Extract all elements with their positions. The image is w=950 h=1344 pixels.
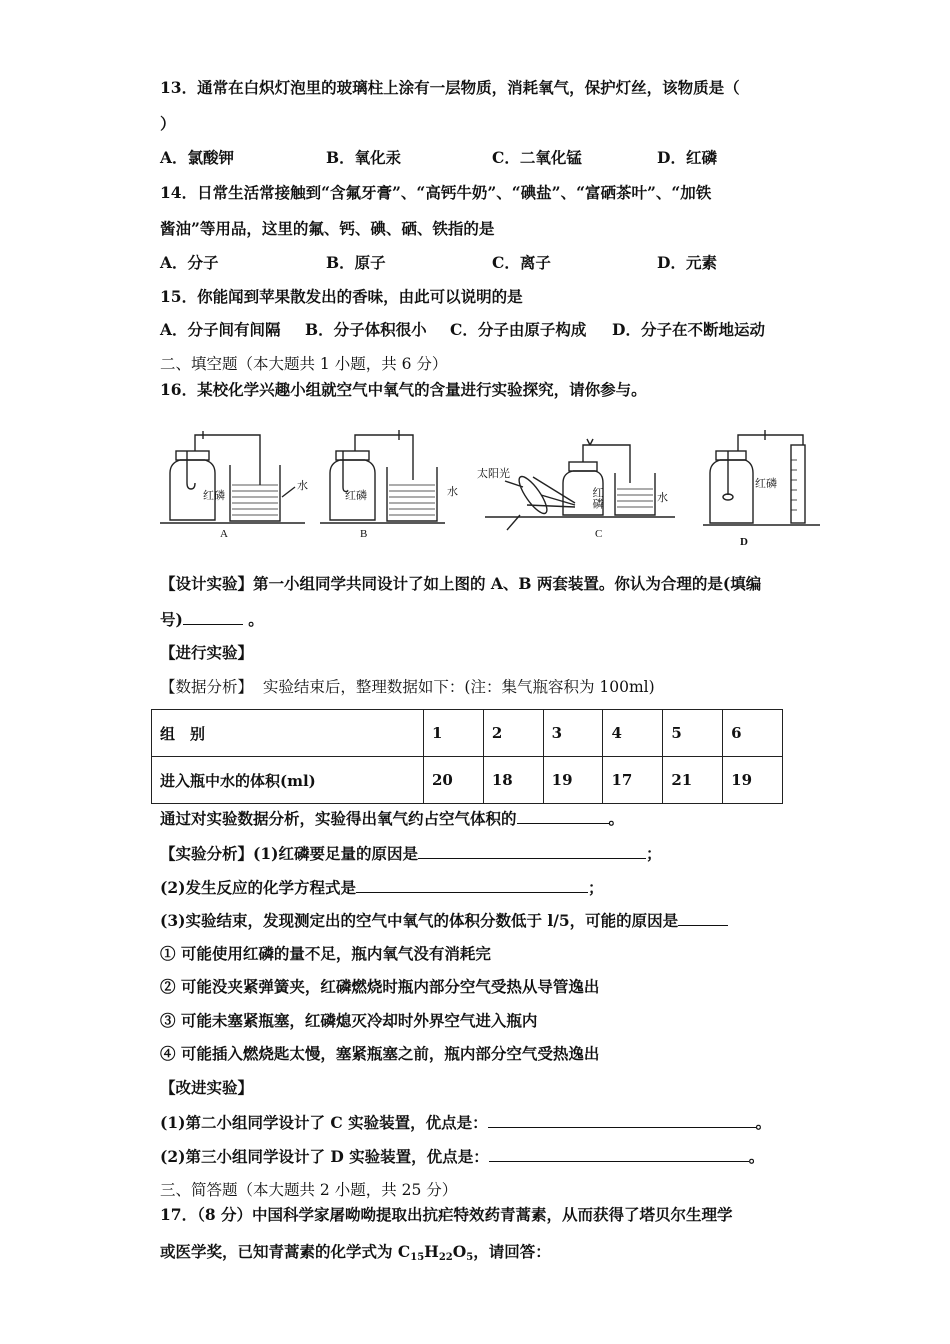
q14-option-d: D．元素: [657, 253, 717, 272]
q13-option-a: A．氯酸钾: [160, 148, 235, 167]
label-red-p-b: 红磷: [345, 490, 367, 502]
improve-1-text: (1)第二小组同学设计了 C 实验装置，优点是：: [160, 1113, 488, 1132]
exp-analysis-3-text: (3)实验结束，发现测定出的空气中氧气的体积分数低于 l/5，可能的原因是: [160, 911, 679, 930]
improve-2-text: (2)第三小组同学设计了 D 实验装置，优点是：: [160, 1147, 489, 1166]
analysis-text: 实验结束后，整理数据如下：: [262, 678, 465, 696]
table-header-label: 组 别: [152, 710, 424, 757]
q13-option-d: D．红磷: [657, 148, 717, 167]
improve-1-end: 。: [755, 1113, 772, 1132]
q14-option-b: B．原子: [326, 253, 386, 272]
conduct-heading: 【进行实验】: [160, 643, 254, 662]
conclusion-text: 通过对实验数据分析，实验得出氧气约占空气体积的: [160, 809, 517, 828]
q13-stem-line1: 13．通常在白炽灯泡里的玻璃柱上涂有一层物质，消耗氧气，保护灯丝，该物质是（: [160, 78, 740, 97]
design-line2: [160, 609, 264, 630]
label-red-p-c: 红磷: [591, 487, 603, 509]
conclusion-end: 。: [608, 809, 625, 828]
q17-o: O: [452, 1242, 467, 1261]
q14-stem-line2: 酱油”等用品，这里的氟、钙、碘、硒、铁指的是: [160, 219, 495, 238]
label-b: B: [360, 528, 368, 540]
table-group-6: 6: [723, 710, 783, 757]
exp-analysis-1-end: ；: [645, 844, 662, 863]
improve-heading: 【改进实验】: [160, 1078, 254, 1097]
q17-sub-h: 22: [438, 1252, 453, 1263]
improve-2: [160, 1146, 764, 1167]
q14-option-c: C．离子: [492, 253, 551, 272]
label-a: A: [220, 528, 228, 540]
reason-3: ③ 可能未塞紧瓶塞，红磷熄灭冷却时外界空气进入瓶内: [160, 1011, 538, 1030]
q15-stem: 15．你能闻到苹果散发出的香味，由此可以说明的是: [160, 287, 523, 306]
table-value-5: 21: [663, 757, 723, 804]
table-value-1: 20: [424, 757, 484, 804]
improve-1-blank[interactable]: [488, 1112, 756, 1128]
exp-analysis-2: [160, 877, 603, 898]
label-c: C: [595, 528, 603, 540]
label-water-b: 水: [447, 486, 458, 498]
exp-analysis-2-blank[interactable]: [356, 877, 588, 893]
section3-heading: 三、简答题（本大题共 2 小题，共 25 分）: [160, 1181, 458, 1199]
label-d: D: [740, 536, 748, 548]
q13-option-b: B．氧化汞: [326, 148, 402, 167]
reason-4: ④ 可能插入燃烧匙太慢，塞紧瓶塞之前，瓶内部分空气受热逸出: [160, 1044, 600, 1063]
analysis-note: (注：集气瓶容积为 100ml): [464, 678, 655, 696]
improve-1: [160, 1112, 771, 1133]
q15-option-d: D．分子在不断地运动: [612, 320, 765, 339]
table-row: [152, 757, 783, 804]
label-red-p-a: 红磷: [203, 490, 225, 502]
q13-stem-line2: ）: [160, 114, 176, 133]
exp-analysis-2-end: ；: [587, 878, 604, 897]
exp-analysis-2-text: (2)发生反应的化学方程式是: [160, 878, 356, 897]
q15-option-b: B．分子体积很小: [305, 320, 427, 339]
q17-sub-c: 15: [410, 1252, 425, 1263]
exp-analysis-3-blank[interactable]: [678, 910, 728, 926]
table-value-2: 18: [483, 757, 543, 804]
exp-analysis-1-blank[interactable]: [418, 843, 646, 859]
q17-sub-o: 5: [466, 1252, 474, 1263]
q17-line1: 17．（8 分）中国科学家屠呦呦提取出抗疟特效药青蒿素，从而获得了塔贝尔生理学: [160, 1205, 733, 1224]
conclusion-line: [160, 808, 624, 829]
q17-line2: [160, 1242, 551, 1268]
design-line2-prefix: 号): [160, 610, 183, 629]
table-value-3: 19: [543, 757, 603, 804]
table-group-5: 5: [663, 710, 723, 757]
q17-line2-end: ，请回答：: [473, 1242, 551, 1261]
q13-option-c: C．二氧化锰: [492, 148, 582, 167]
exp-analysis-1: [160, 843, 661, 864]
design-line1: 【设计实验】第一小组同学共同设计了如上图的 A、B 两套装置。你认为合理的是(填编: [160, 574, 762, 593]
q16-stem: 16．某校化学兴趣小组就空气中氧气的含量进行实验探究，请你参与。: [160, 380, 647, 399]
section2-heading: 二、填空题（本大题共 1 小题，共 6 分）: [160, 355, 448, 373]
analysis-line: [160, 677, 655, 697]
design-line2-suffix: 。: [248, 610, 264, 629]
q15-option-a: A．分子间有间隔: [160, 320, 281, 339]
exp-analysis-1-text: 【实验分析】(1)红磷要足量的原因是: [160, 844, 418, 863]
table-row-label: 进入瓶中水的体积(ml): [152, 757, 424, 804]
table-value-4: 17: [603, 757, 663, 804]
design-answer-blank[interactable]: [183, 609, 243, 625]
table-header-row: [152, 710, 783, 757]
improve-2-end: 。: [748, 1147, 765, 1166]
table-value-6: 19: [723, 757, 783, 804]
q17-h: H: [424, 1242, 439, 1261]
setup-c: [485, 439, 675, 530]
data-table: [151, 709, 783, 804]
label-water-c: 水: [657, 492, 668, 504]
table-group-4: 4: [603, 710, 663, 757]
table-group-3: 3: [543, 710, 603, 757]
table-group-2: 2: [483, 710, 543, 757]
setup-a: [160, 431, 305, 523]
q15-option-c: C．分子由原子构成: [450, 320, 587, 339]
q17-line2-text: 或医学奖，已知青蒿素的化学式为 C: [160, 1242, 411, 1261]
exp-analysis-3: [160, 910, 728, 931]
label-sunlight: 太阳光: [477, 468, 510, 480]
label-water-a: 水: [297, 480, 308, 492]
q14-stem-line1: 14．日常生活常接触到“含氟牙膏”、“高钙牛奶”、“碘盐”、“富硒茶叶”、“加铁: [160, 183, 712, 202]
improve-2-blank[interactable]: [489, 1146, 749, 1162]
setup-b: [320, 430, 445, 523]
analysis-heading: 【数据分析】: [160, 678, 254, 696]
reason-2: ② 可能没夹紧弹簧夹，红磷燃烧时瓶内部分空气受热从导管逸出: [160, 977, 600, 996]
label-red-p-d: 红磷: [755, 478, 777, 490]
reason-1: ① 可能使用红磷的量不足，瓶内氧气没有消耗完: [160, 944, 491, 963]
q14-option-a: A．分子: [160, 253, 219, 272]
table-group-1: 1: [424, 710, 484, 757]
conclusion-blank[interactable]: [517, 808, 609, 824]
apparatus-figure: [155, 405, 825, 550]
